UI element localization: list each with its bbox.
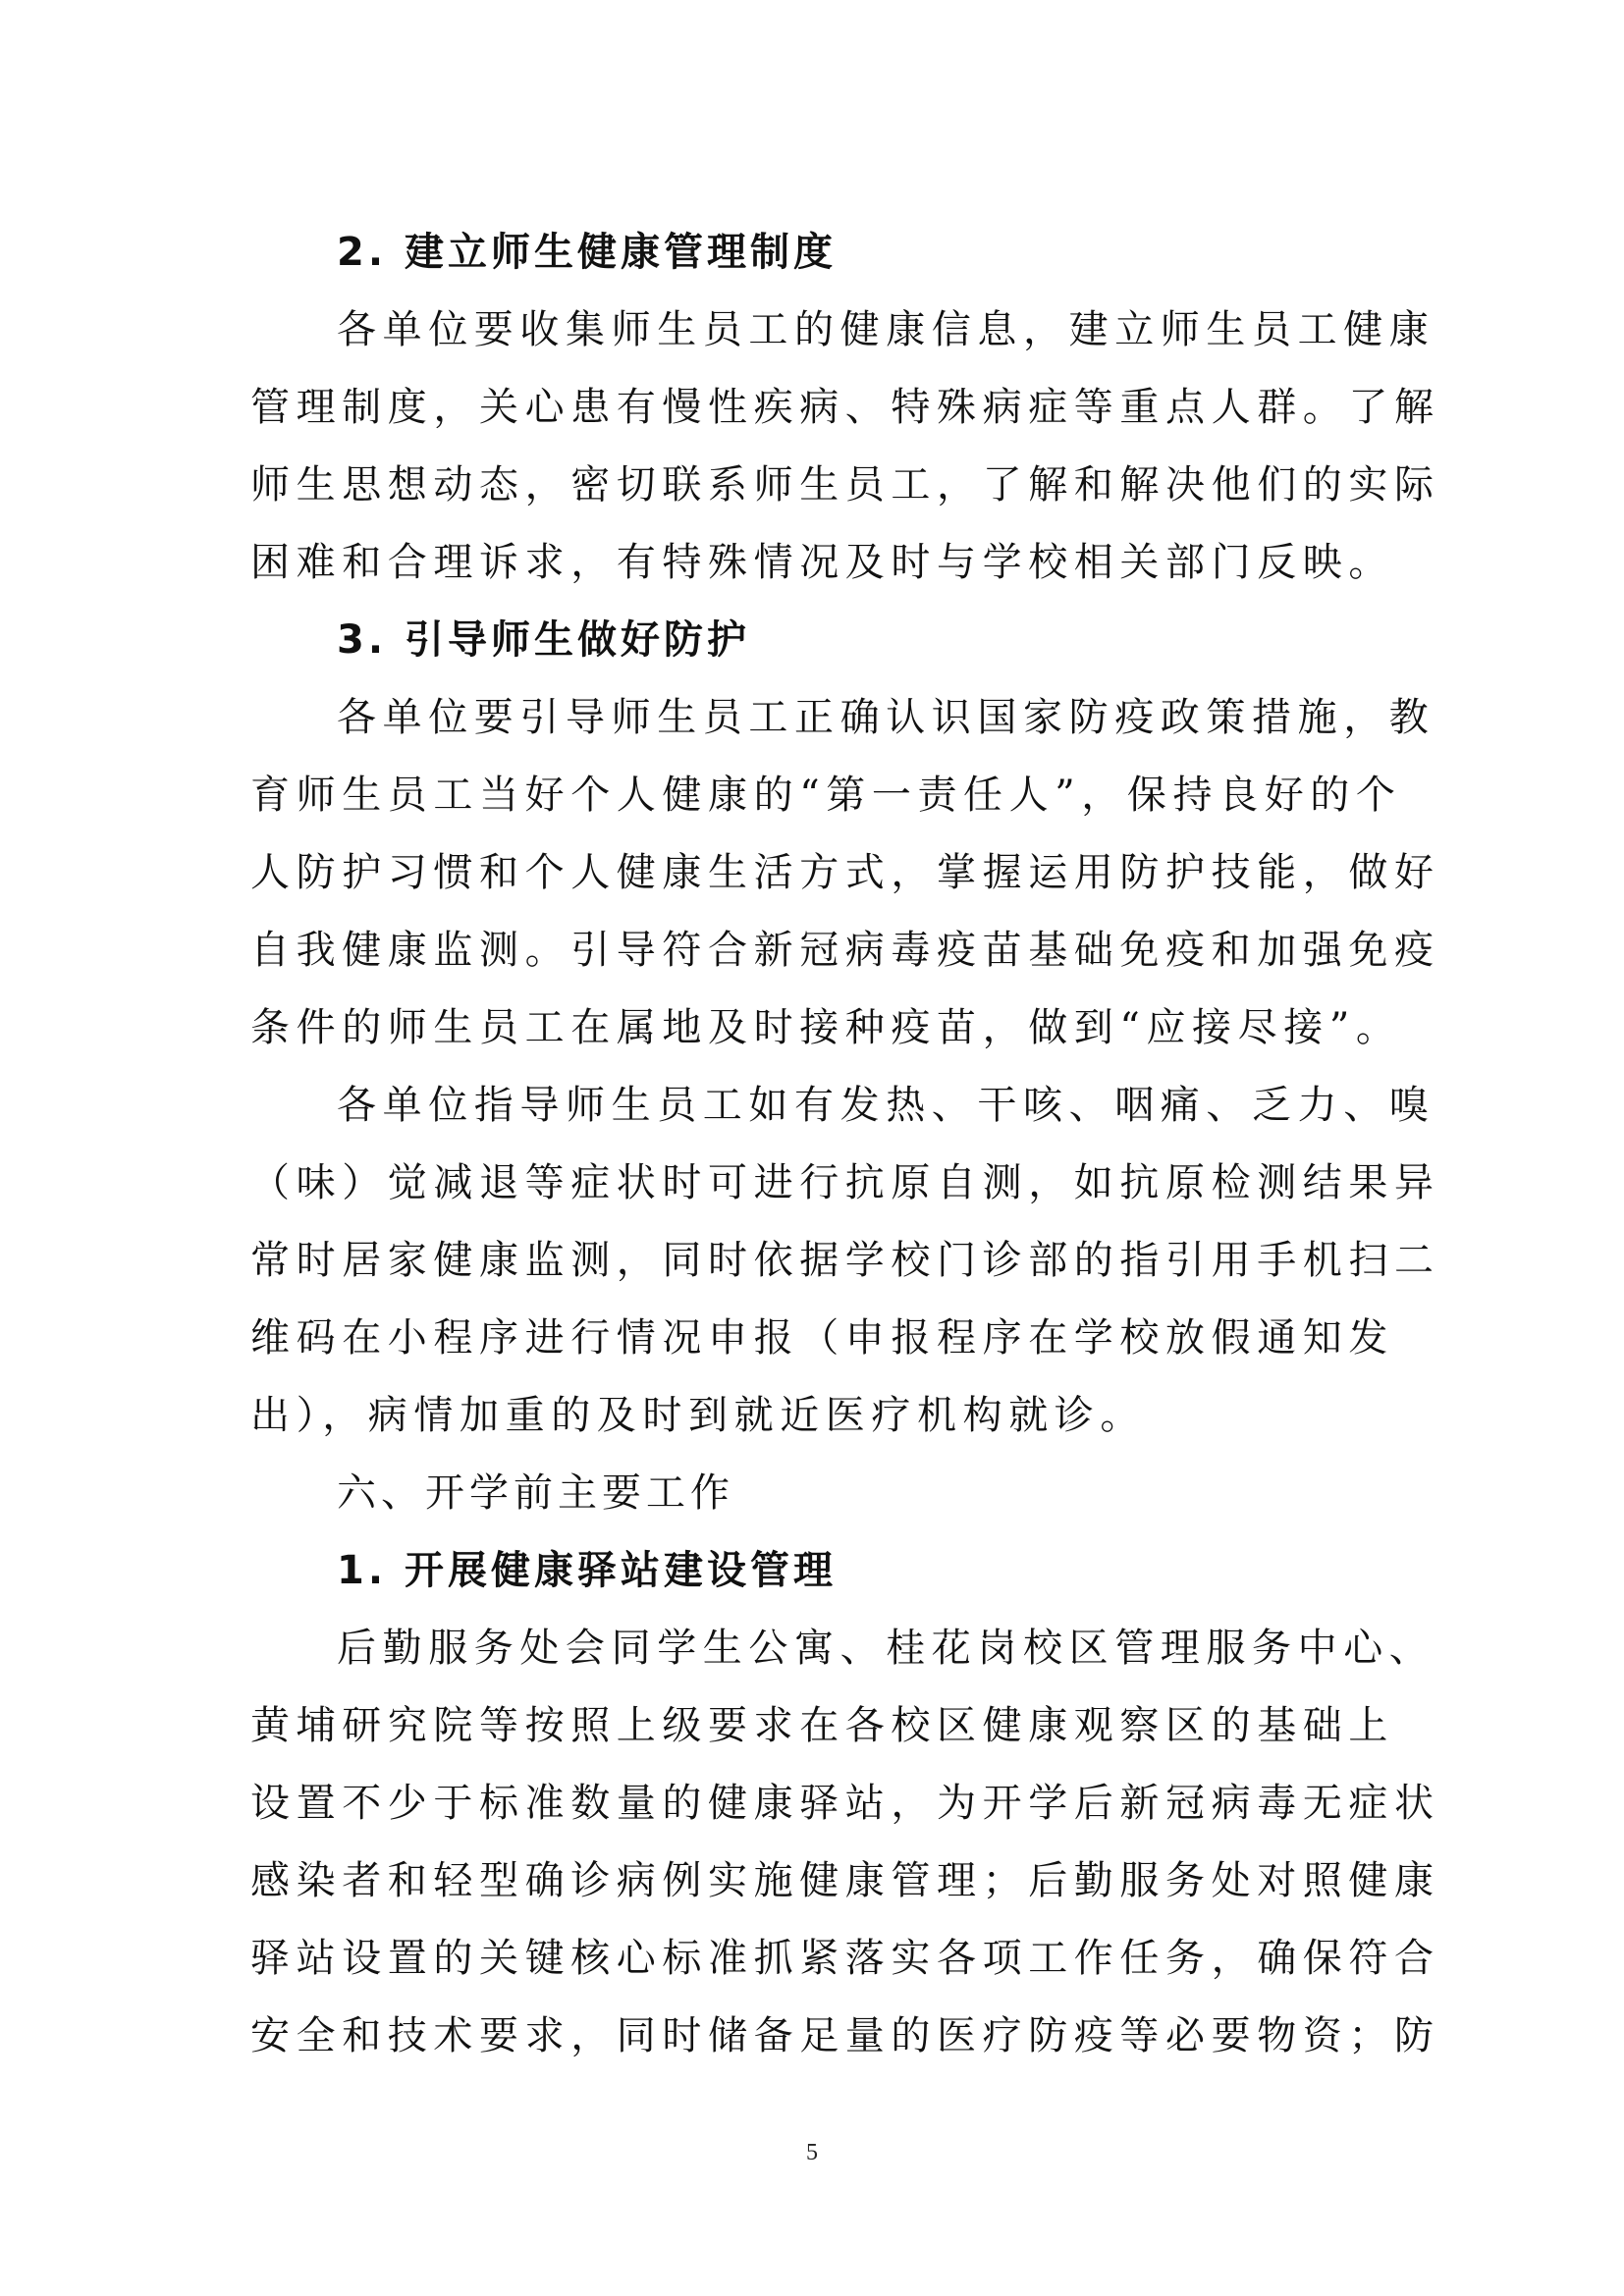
paragraph-health-management — [250, 292, 1440, 602]
heading-protection-guidance: 3. 引导师生做好防护 — [337, 617, 750, 663]
heading-health-station: 1. 开展健康驿站建设管理 — [337, 1548, 837, 1593]
text-line: （味）觉减退等症状时可进行抗原自测，如抗原检测结果异 — [250, 1160, 1440, 1205]
text-line: 感染者和轻型确诊病例实施健康管理；后勤服务处对照健康 — [250, 1858, 1440, 1903]
text-line: 维码在小程序进行情况申报（申报程序在学校放假通知发 — [250, 1315, 1394, 1361]
text-line: 设置不少于标准数量的健康驿站，为开学后新冠病毒无症状 — [250, 1781, 1440, 1826]
text-line: 管理制度，关心患有慢性疾病、特殊病症等重点人群。了解 — [250, 385, 1440, 430]
text-line: 人防护习惯和个人健康生活方式，掌握运用防护技能，做好 — [250, 850, 1440, 895]
text-line: 黄埔研究院等按照上级要求在各校区健康观察区的基础上 — [250, 1703, 1394, 1748]
text-line: 自我健康监测。引导符合新冠病毒疫苗基础免疫和加强免疫 — [250, 928, 1440, 973]
page-number: 5 — [806, 2140, 818, 2165]
text-line: 师生思想动态，密切联系师生员工，了解和解决他们的实际 — [250, 462, 1440, 507]
paragraph-health-station — [250, 1610, 1440, 2075]
text-line: 育师生员工当好个人健康的“第一责任人”，保持良好的个 — [250, 773, 1402, 818]
document-body — [250, 214, 1440, 2075]
text-line: 条件的师生员工在属地及时接种疫苗，做到“应接尽接”。 — [250, 1005, 1402, 1050]
text-line: 各单位指导师生员工如有发热、干咳、咽痛、乏力、嗅 — [337, 1083, 1435, 1128]
text-line: 驿站设置的关键核心标准抓紧落实各项工作任务，确保符合 — [250, 1936, 1440, 1981]
text-line: 后勤服务处会同学生公寓、桂花岗校区管理服务中心、 — [337, 1626, 1435, 1671]
section-heading-pre-semester: 六、开学前主要工作 — [337, 1470, 734, 1516]
text-line: 各单位要引导师生员工正确认识国家防疫政策措施，教 — [337, 695, 1435, 740]
paragraph-symptom-guidance — [250, 1067, 1440, 1455]
text-line: 各单位要收集师生员工的健康信息，建立师生员工健康 — [337, 307, 1435, 352]
text-line: 出），病情加重的及时到就近医疗机构就诊。 — [250, 1393, 1146, 1438]
heading-health-management: 2. 建立师生健康管理制度 — [337, 230, 837, 275]
text-line: 困难和合理诉求，有特殊情况及时与学校相关部门反映。 — [250, 540, 1394, 585]
text-line: 安全和技术要求，同时储备足量的医疗防疫等必要物资；防 — [250, 2013, 1440, 2058]
paragraph-protection-guidance — [250, 679, 1440, 1067]
text-line: 常时居家健康监测，同时依据学校门诊部的指引用手机扫二 — [250, 1238, 1440, 1283]
